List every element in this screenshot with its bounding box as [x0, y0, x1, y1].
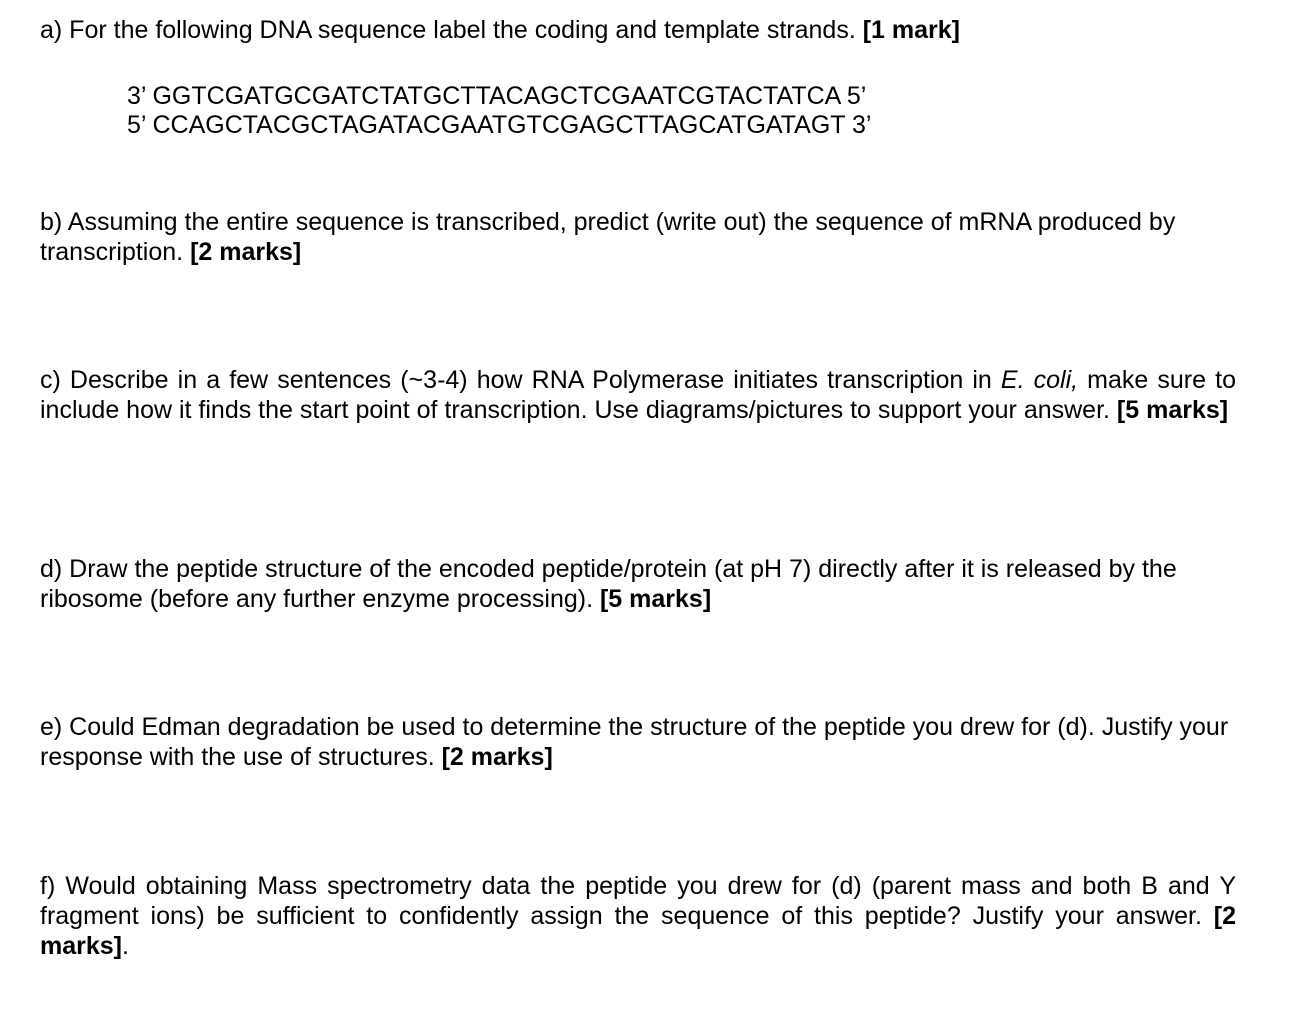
question-f-marks: [2 marks]	[40, 902, 1236, 960]
question-d-marks: [5 marks]	[599, 585, 712, 613]
question-c	[40, 365, 1236, 425]
question-e-text: e) Could Edman degradation be used to determine the structure of the peptide you drew for (d). Justify your response with the use of structures.	[40, 713, 1229, 771]
dna-strand-bottom: 5’ CCAGCTACGCTAGATACGAATGTCGAGCTTAGCATGATAGT 3’	[127, 111, 872, 139]
question-a-text: a) For the following DNA sequence label the coding and template strands.	[40, 16, 863, 44]
question-f-trailing: .	[122, 932, 129, 960]
question-c-organism: E. coli,	[1000, 366, 1079, 394]
question-b	[40, 207, 1236, 267]
question-f	[40, 871, 1236, 961]
question-f-text: f) Would obtaining Mass spectrometry data the peptide you drew for (d) (parent mass and both B and Y fragment ions) be sufficient to confidently assign the sequence of this peptide? Justify your answer.	[40, 872, 1236, 930]
question-c-text-before: c) Describe in a few sentences (~3-4) how RNA Polymerase initiates transcription in	[40, 366, 1001, 394]
question-d	[40, 554, 1236, 614]
dna-strand-top: 3’ GGTCGATGCGATCTATGCTTACAGCTCGAATCGTACTATCA 5’	[127, 82, 867, 110]
question-e	[40, 712, 1236, 772]
question-b-text: b) Assuming the entire sequence is transcribed, predict (write out) the sequence of mRNA produced by transcription.	[40, 208, 1176, 266]
question-d-text: d) Draw the peptide structure of the encoded peptide/protein (at pH 7) directly after it is released by the ribosome (before any further enzyme processing).	[40, 555, 1177, 613]
question-c-text-after: make sure to include how it finds the start point of transcription. Use diagrams/pictures to support your answer.	[40, 366, 1236, 424]
question-e-marks: [2 marks]	[441, 743, 553, 771]
question-b-marks: [2 marks]	[190, 238, 302, 266]
question-a-marks: [1 mark]	[862, 16, 960, 44]
question-c-marks: [5 marks]	[1116, 396, 1229, 424]
question-a	[40, 15, 1236, 45]
